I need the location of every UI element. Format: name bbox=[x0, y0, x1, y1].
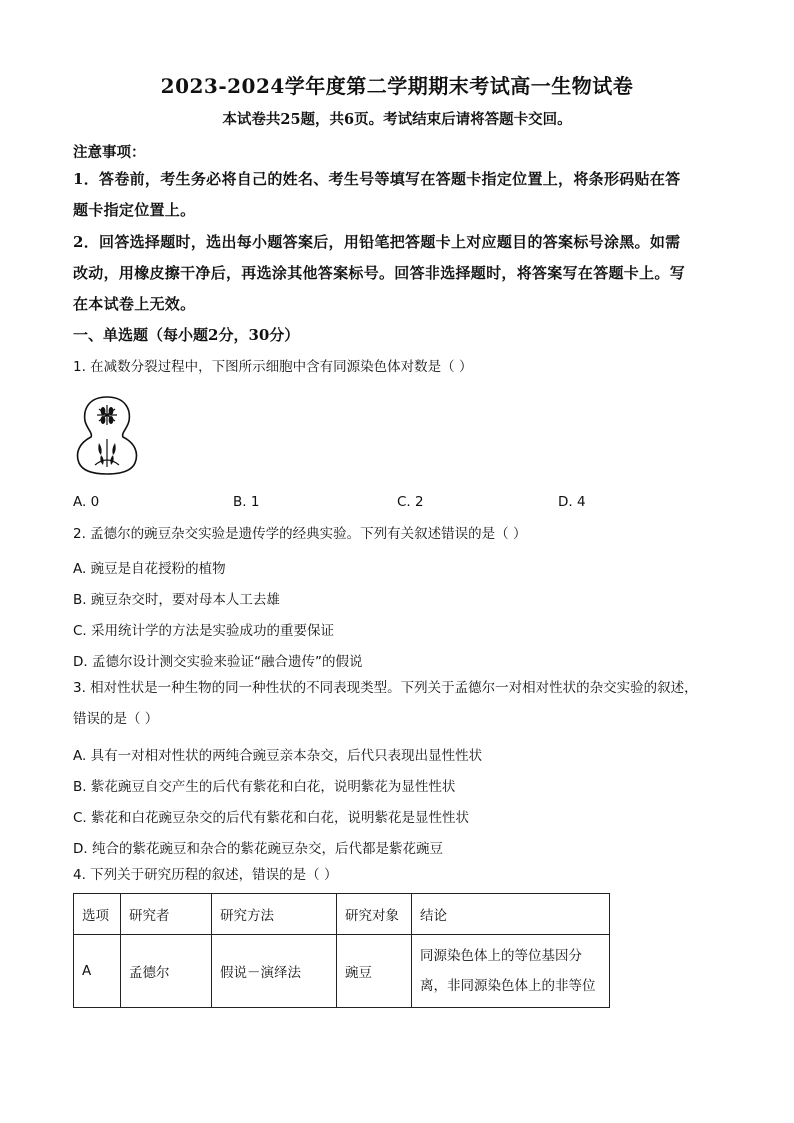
table-header-researcher: 研究者 bbox=[121, 894, 212, 935]
cell-diagram-icon bbox=[73, 395, 141, 475]
conclusion-line-1: 同源染色体上的等位基因分 bbox=[420, 948, 582, 964]
table-header-option: 选项 bbox=[74, 894, 121, 935]
q1-option-b[interactable]: B. 1 bbox=[233, 494, 260, 510]
q3-option-b[interactable]: B. 紫花豌豆自交产生的后代有紫花和白花，说明紫花为显性性状 bbox=[73, 779, 456, 795]
notice-item-1 bbox=[73, 164, 723, 226]
q1-option-d[interactable]: D. 4 bbox=[558, 494, 586, 510]
q2-option-b[interactable]: B. 豌豆杂交时，要对母本人工去雄 bbox=[73, 592, 280, 608]
table-cell-researcher: 孟德尔 bbox=[121, 935, 212, 1008]
q2-option-d[interactable]: D. 孟德尔设计测交实验来验证“融合遗传”的假说 bbox=[73, 654, 363, 670]
research-history-table bbox=[73, 893, 610, 1008]
table-header-object: 研究对象 bbox=[337, 894, 412, 935]
table-header-conclusion: 结论 bbox=[412, 894, 610, 935]
conclusion-line-2: 离，非同源染色体上的非等位 bbox=[420, 978, 596, 994]
exam-title: 2023-2024学年度第二学期期末考试高一生物试卷 bbox=[160, 74, 634, 98]
section-title: 一、单选题（每小题2分，30分） bbox=[73, 326, 300, 344]
question-3-stem bbox=[73, 673, 723, 735]
question-4-stem: 4. 下列关于研究历程的叙述，错误的是（ ） bbox=[73, 867, 338, 883]
table-cell-method: 假说－演绎法 bbox=[212, 935, 337, 1008]
question-3-stem-line-2: 错误的是（ ） bbox=[73, 711, 159, 727]
q1-option-c[interactable]: C. 2 bbox=[397, 494, 424, 510]
q1-option-a[interactable]: A. 0 bbox=[73, 494, 100, 510]
notice-item-2-line-3: 在本试卷上无效。 bbox=[73, 295, 196, 313]
notice-item-2 bbox=[73, 227, 723, 320]
notice-item-1-line-2: 题卡指定位置上。 bbox=[73, 201, 196, 219]
notice-item-2-line-2: 改动，用橡皮擦干净后，再选涂其他答案标号。回答非选择题时，将答案写在答题卡上。写 bbox=[73, 264, 686, 282]
question-2-stem: 2. 孟德尔的豌豆杂交实验是遗传学的经典实验。下列有关叙述错误的是（ ） bbox=[73, 526, 527, 542]
notice-item-2-line-1: 2．回答选择题时，选出每小题答案后，用铅笔把答题卡上对应题目的答案标号涂黑。如需 bbox=[73, 233, 681, 251]
q3-option-c[interactable]: C. 紫花和白花豌豆杂交的后代有紫花和白花，说明紫花是显性性状 bbox=[73, 810, 470, 826]
table-row bbox=[74, 935, 610, 1008]
table-cell-conclusion bbox=[412, 935, 610, 1008]
notice-heading: 注意事项： bbox=[73, 144, 146, 161]
q2-option-c[interactable]: C. 采用统计学的方法是实验成功的重要保证 bbox=[73, 623, 335, 639]
notice-item-1-line-1: 1．答卷前，考生务必将自己的姓名、考生号等填写在答题卡指定位置上，将条形码贴在答 bbox=[73, 170, 681, 188]
q3-option-d[interactable]: D. 纯合的紫花豌豆和杂合的紫花豌豆杂交，后代都是紫花豌豆 bbox=[73, 841, 443, 857]
table-header-row bbox=[74, 894, 610, 935]
q2-option-a[interactable]: A. 豌豆是自花授粉的植物 bbox=[73, 561, 226, 577]
table-cell-object: 豌豆 bbox=[337, 935, 412, 1008]
exam-subtitle: 本试卷共25题，共6页。考试结束后请将答题卡交回。 bbox=[222, 111, 572, 128]
q3-option-a[interactable]: A. 具有一对相对性状的两纯合豌豆亲本杂交，后代只表现出显性性状 bbox=[73, 748, 483, 764]
table-header-method: 研究方法 bbox=[212, 894, 337, 935]
question-1-stem: 1. 在减数分裂过程中，下图所示细胞中含有同源染色体对数是（ ） bbox=[73, 359, 473, 375]
table-cell-option: A bbox=[74, 935, 121, 1008]
question-3-stem-line-1: 3. 相对性状是一种生物的同一种性状的不同表现类型。下列关于孟德尔一对相对性状的杂交实验的叙述， bbox=[73, 680, 698, 696]
